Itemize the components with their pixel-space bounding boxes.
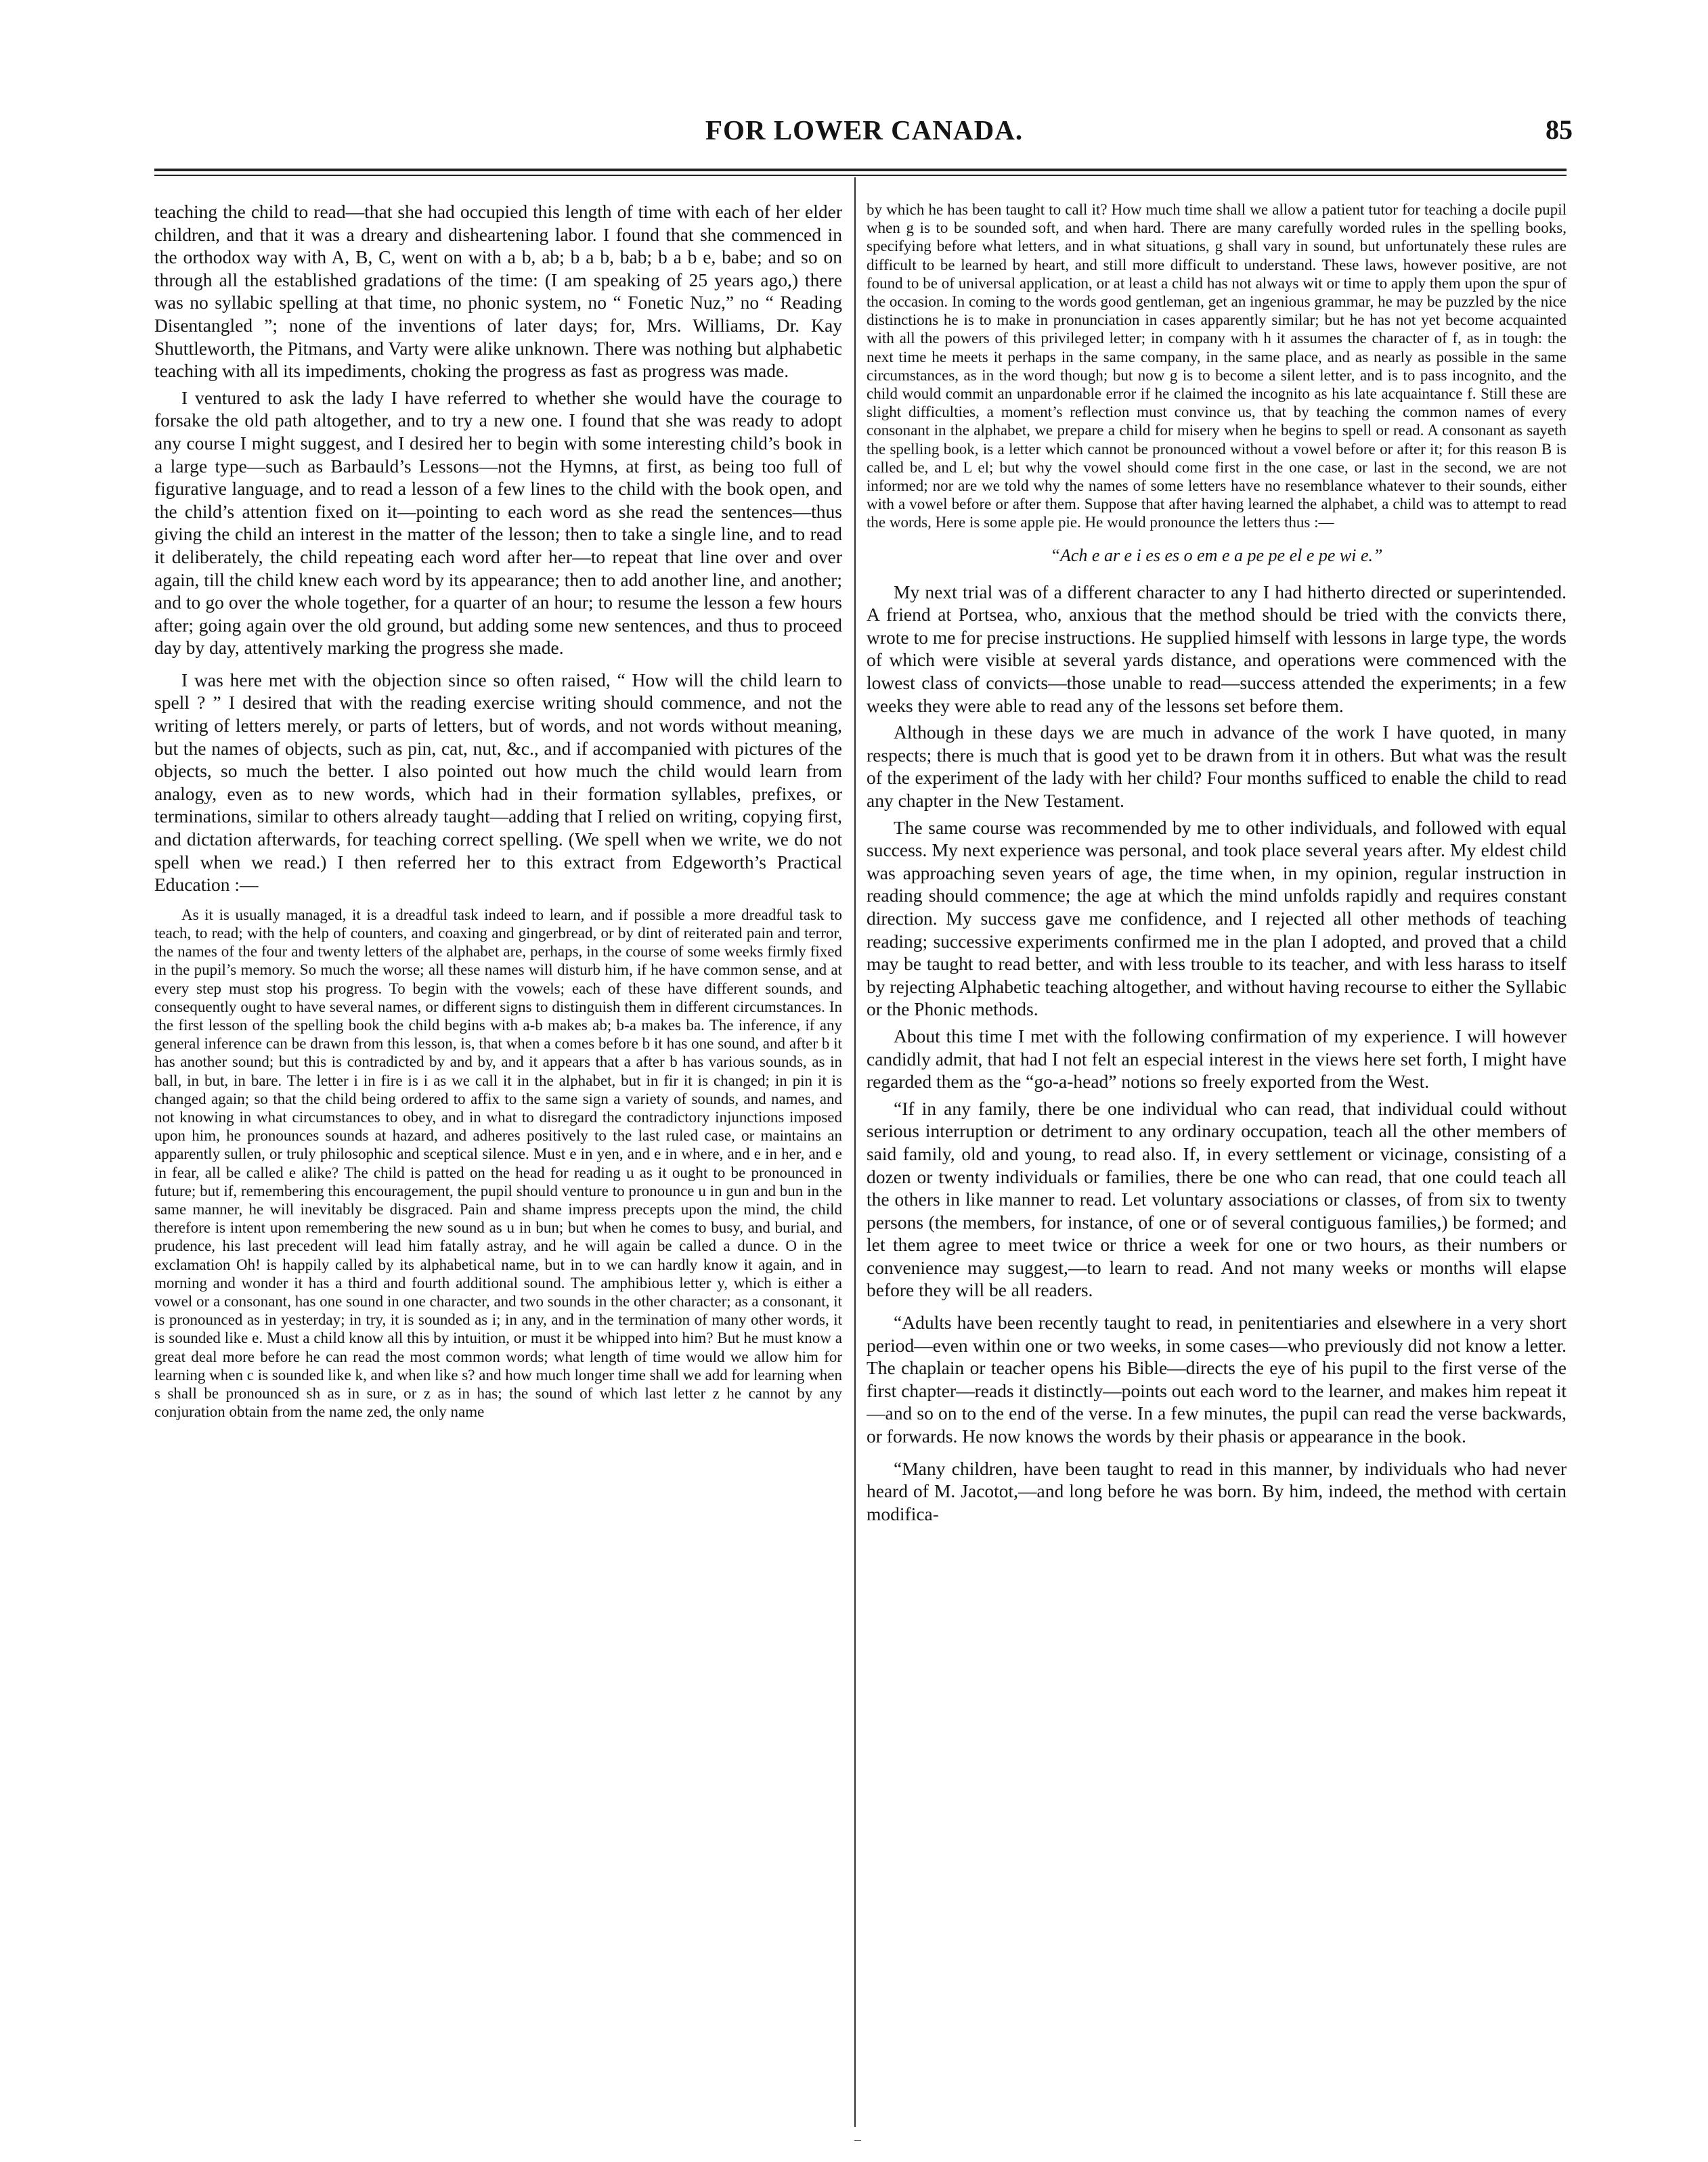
quoted-paragraph: “If in any family, there be one individual who can read, that individual could without serious interruption or detriment to any ordinary occupation, teach all the other members of said family, old and young, to read also. If, in every settlement or vicinage, consisting of a dozen or twenty individuals or families, there be one who can read, that one could teach all the others in like manner to read. Let voluntary associations or classes, of from six to twenty persons (the members, for instance, of one or of several contiguous families,) be formed; and let them agree to meet twice or thrice a week for one or two hours, as their numbers or convenience may suggest,—to learn to read. And not many weeks or months will elapse before they will be all readers. xyxy=(867,1097,1567,1301)
paragraph: My next trial was of a different character to any I had hitherto directed or superintended. A friend at Portsea, who, anxious that the method should be tried with the convicts there, wrote to me for precise instructions. He supplied himself with lessons in large type, the words of which were visible at several yards distance, and operations were commenced with the lowest class of convicts—those unable to read—success attended the experiments; in a few weeks they were able to read any of the lessons set before them. xyxy=(867,581,1567,716)
left-column xyxy=(154,200,842,2123)
block-quote-paragraph: As it is usually managed, it is a dreadful task indeed to learn, and if possible a more dreadful task to teach, to read; with the help of counters, and coaxing and gingerbread, or by dint of reiterated pain and terror, the names of the four and twenty letters of the alphabet are, perhaps, in the course of some weeks firmly fixed in the pupil’s memory. So much the worse; all these names will disturb him, if he have common sense, and at every step must stop his progress. To begin with the vowels; each of these have different sounds, and consequently ought to have several names, or different signs to distinguish them in different circumstances. In the first lesson of the spelling book the child begins with a-b makes ab; b-a makes ba. The inference, if any general inference can be drawn from this lesson, is, that when a comes before b it has one sound, and after b it has another sound; but this is contradicted by and by, and it appears that a after b has various sounds, as in ball, in but, in bare. The letter i in fire is i as we call it in the alphabet, but in fir it is changed; in pin it is changed again; so that the child being ordered to affix to the same sign a variety of sounds, and names, and not knowing in what circumstances to obey, and in what to disregard the contradictory injunctions imposed upon him, he pronounces sounds at hazard, and adheres positively to the last ruled case, or maintains an apparently sullen, or truly philosophic and sceptical silence. Must e in yen, and e in where, and e in her, and e in fear, all be called e alike? The child is patted on the head for reading u as it ought to be pronounced in future; but if, remembering this encouragement, the pupil should venture to pronounce u in gun and bun in the same manner, he will inevitably be disgraced. Pain and shame impress precepts upon the mind, the child therefore is intent upon remembering the new sound as u in bun; but when he comes to busy, and burial, and prudence, his last precedent will lead him fatally astray, and he will again be called a dunce. O in the exclamation Oh! is happily called by its alphabetical name, but in to we can hardly know it again, and in morning and wonder it has a third and fourth additional sound. The amphibious letter y, which is either a vowel or a consonant, has one sound in one character, and two sounds in the other character; as a consonant, it is pronounced as in yesterday; in try, it is sounded as i; in any, and in the termination of many other words, it is sounded like e. Must a child know all this by intuition, or must it be whipped into him? But he must know a great deal more before he can read the most common words; what length of time would we allow him for learning when c is sounded like k, and when like s? and how much longer time shall we add for learning when s shall be pronounced sh as in sure, or z as in has; the sound of which last letter z he cannot by any conjuration obtain from the name zed, the only name xyxy=(154,906,842,1421)
paragraph: Although in these days we are much in advance of the work I have quoted, in many respects; there is much that is good yet to be drawn from it in others. But what was the result of the experiment of the lady with her child? Four months sufficed to enable the child to read any chapter in the New Testament. xyxy=(867,722,1567,811)
quoted-paragraph: “Adults have been recently taught to read, in penitentiaries and elsewhere in a very short period—even within one or two weeks, in some cases—who previously did not know a letter. The chaplain or teacher opens his Bible—directs the eye of his pupil to the first verse of the first chapter—reads it distinctly—points out each word to the learner, and makes him repeat it—and so on to the end of the verse. In a few minutes, the pupil can read the verse backwards, or forwards. He now knows the words by their phasis or appearance in the book. xyxy=(867,1312,1567,1447)
block-quote-continued: by which he has been taught to call it? How much time shall we allow a patient tutor for teaching a docile pupil when g is to be sounded soft, and when hard. There are many carefully worded rules in the spelling books, specifying before what letters, and in what situations, g shall vary in sound, but unfortunately these rules are difficult to be learned by heart, and still more difficult to understand. These laws, however positive, are not found to be of universal application, or at least a child has not always wit or time to apply them upon the spur of the occasion. In coming to the words good gentleman, get an ingenious grammar, he may be puzzled by the nice distinctions he is to make in pronunciation in cases apparently similar; but he has not yet become acquainted with all the powers of this privileged letter; in company with h it assumes the character of f, as in tough: the next time he meets it perhaps in the same company, in the same place, and as nearly as possible in the same circumstances, as in the word though; but now g is to become a silent letter, and is to pass incognito, and the child would commit an unpardonable error if he claimed the incognito as his late acquaintance f. Still these are slight difficulties, a moment’s reflection must convince us, that by teaching the common names of every consonant in the alphabet, we prepare a child for misery when he begins to spell or read. A consonant as sayeth the spelling book, is a letter which cannot be pronounced without a vowel before or after it; for this reason B is called be, and L el; but why the vowel should come first in the one case, or last in the second, we are not informed; nor are we told why the names of some letters have no resemblance whatever to their sounds, either with a vowel before or after them. Suppose that after having learned the alphabet, a child was to attempt to read the words, Here is some apple pie. He would pronounce the letters thus :— xyxy=(867,201,1567,531)
paragraph-continued: teaching the child to read—that she had occupied this length of time with each of her elder children, and that it was a dreary and disheartening labor. I found that she commenced in the orthodox way with A, B, C, went on with a b, ab; b a b, bab; b a b e, babe; and so on through all the established gradations of the time: (I am speaking of 25 years ago,) there was no syllabic spelling at that time, no phonic system, no “ Fonetic Nuz,” no “ Reading Disentangled ”; none of the inventions of later days; for, Mrs. Williams, Dr. Kay Shuttleworth, the Pitmans, and Varty were alike unknown. There was nothing but alphabetic teaching with all its impediments, choking the progress as fast as progress was made. xyxy=(154,201,842,382)
right-column xyxy=(867,200,1567,2123)
page-number: 85 xyxy=(1546,114,1573,145)
running-title: FOR LOWER CANADA. xyxy=(705,114,1024,146)
phonetic-spelling-example: “Ach e ar e i es es o em e a pe pe el e pe wi e.” xyxy=(1050,545,1383,565)
quoted-paragraph: “Many children, have been taught to read in this manner, by individuals who had never heard of M. Jacotot,—and long before he was born. By him, indeed, the method with certain modifica- xyxy=(867,1457,1567,1524)
paragraph: The same course was recommended by me to other individuals, and followed with equal success. My next experience was personal, and took place several years after. My eldest child was approaching seven years of age, the time when, in my opinion, regular instruction in reading should commence; the age at which the mind unfolds rapidly and requires constant direction. My success gave me confidence, and I rejected all other methods of teaching reading; successive experiments confirmed me in the plan I adopted, and proved that a child may be taught to read better, and with less trouble to its teacher, and with less harass to itself by rejecting Alphabetic teaching altogether, and without having recourse to either the Syllabic or the Phonic methods. xyxy=(867,816,1567,1020)
header-rule-thick xyxy=(154,169,1567,171)
footer-mark: – xyxy=(854,2132,861,2147)
paragraph: I ventured to ask the lady I have referred to whether she would have the courage to forsake the old path altogether, and to try a new one. I found that she was ready to adopt any course I might suggest, and I desired her to begin with some interesting child’s book in a large type—such as Barbauld’s Lessons—not the Hymns, at first, as being too full of figurative language, and to read a lesson of a few lines to the child with the book open, and the child’s attention fixed on it—pointing to each word as she read the sentences—thus giving the child an interest in the matter of the lesson; then to take a single line, and to read it deliberately, the child repeating each word after her—to repeat that line over and over again, till the child knew each word by its appearance; then to add another line, and another; and to go over the whole together, for a quarter of an hour; to resume the lesson a few hours after; going again over the old ground, but adding some new sentences, and thus to proceed day by day, attentively marking the progress she made. xyxy=(154,387,842,659)
paragraph: About this time I met with the following confirmation of my experience. I will however candidly admit, that had I not felt an especial interest in the views here set forth, I might have regarded them as the “go-a-head” notions so freely exported from the West. xyxy=(867,1025,1567,1093)
header-rule-thin xyxy=(154,175,1567,176)
running-head xyxy=(156,114,1573,161)
paragraph: I was here met with the objection since so often raised, “ How will the child learn to spell ? ” I desired that with the reading exercise writing should commence, and not the writing of letters merely, or parts of letters, but of words, and not words without meaning, but the names of objects, such as pin, cat, nut, &c., and if accompanied with pictures of the objects, so much the better. I also pointed out how much the child would learn from analogy, even as to new words, which had in their formation syllables, prefixes, or terminations, similar to others already taught—adding that I relied on writing, copying first, and dictation afterwards, for teaching correct spelling. (We spell when we write, we do not spell when we read.) I then referred her to this extract from Edgeworth’s Practical Education :— xyxy=(154,669,842,896)
column-divider xyxy=(854,177,856,2127)
